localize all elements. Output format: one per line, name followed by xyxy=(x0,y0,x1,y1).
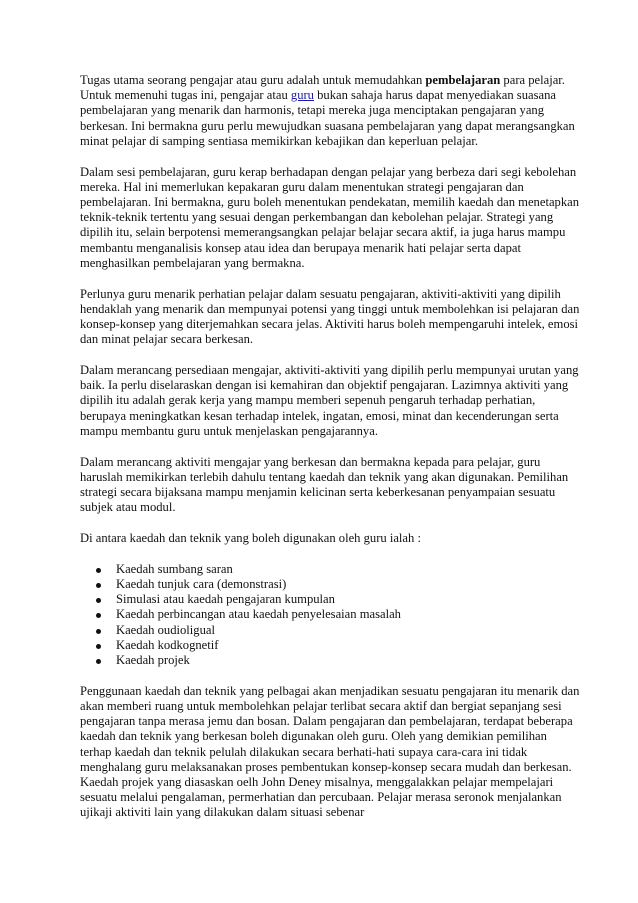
paragraph-1-text-c: bukan sahaja harus dapat menyediakan suasana pembelajaran yang menarik dan harmonis, tetapi mereka juga menciptakan pengajaran yang berkesan. Ini bermakna guru perlu mewujudkan suasana pembelajaran yang dapat merangsangkan minat pelajar di samping sentiasa memikirkan kebajikan dan keperluan pelajar. xyxy=(80,88,575,148)
list-item-label: Kaedah tunjuk cara (demonstrasi) xyxy=(116,577,287,592)
bullet-icon xyxy=(96,644,101,649)
bullet-icon xyxy=(96,568,101,573)
paragraph-1-text-b: para pelajar. Untuk memenuhi tugas ini, pengajar atau xyxy=(80,73,565,103)
paragraph-4: Dalam merancang persediaan mengajar, aktiviti-aktiviti yang dipilih perlu mempunyai urutan yang baik. Ia perlu diselaraskan dengan isi kemahiran dan objektif pengajaran. Lazimnya aktiviti yang dipilih itu adalah gerak kerja yang mampu memberi sepenuh pengaruh terhadap perhatian, berupaya meningkatkan kesan terhadap intelek, ingatan, emosi, minat dan kecenderungan serta mampu membantu guru untuk menjelaskan pengajarannya. xyxy=(80,363,579,438)
list-item-label: Kaedah kodkognetif xyxy=(116,637,219,652)
bold-term-pembelajaran: pembelajaran xyxy=(425,73,501,87)
bullet-icon xyxy=(96,598,101,603)
guru-link[interactable]: guru xyxy=(290,88,314,103)
bullet-icon xyxy=(96,659,101,664)
paragraph-2: Dalam sesi pembelajaran, guru kerap berhadapan dengan pelajar yang berbeza dari segi kebolehan mereka. Hal ini memerlukan kepakaran guru dalam menentukan strategi pengajaran dan pembelajaran. Ini bermakna, guru boleh menentukan pendekatan, memilih kaedah dan menetapkan teknik-teknik tertentu yang sesuai dengan perkembangan dan kebolehan pelajar. Strategi yang dipilih itu, selain berpotensi memerangsangkan pelajar belajar secara aktif, ia juga harus mampu membantu menganalisis konsep atau idea dan berupaya menarik hati pelajar serta dapat menghasilkan pembelajaran yang bermakna. xyxy=(80,164,580,270)
bullet-icon xyxy=(96,613,101,618)
list-item xyxy=(92,623,580,638)
list-item xyxy=(92,562,580,577)
paragraph-3: Perlunya guru menarik perhatian pelajar dalam sesuatu pengajaran, aktiviti-aktiviti yang dipilih hendaklah yang menarik dan mempunyai potensi yang tinggi untuk membolehkan isi pelajaran dan konsep-konsep yang diterjemahkan secara jelas. Aktiviti harus boleh mempengaruhi intelek, emosi dan minat pelajar secara berkesan. xyxy=(80,286,580,347)
paragraph-6: Di antara kaedah dan teknik yang boleh digunakan oleh guru ialah : xyxy=(80,531,421,546)
bullet-icon xyxy=(96,629,101,634)
list-item-label: Simulasi atau kaedah pengajaran kumpulan xyxy=(116,592,335,607)
list-item xyxy=(92,653,580,668)
paragraph-7: Penggunaan kaedah dan teknik yang pelbagai akan menjadikan sesuatu pengajaran itu menarik dan akan memberi ruang untuk membolehkan pelajar terlibat secara aktif dan bergiat sepanjang sesi pengajaran tanpa merasa jemu dan bosan. Dalam pengajaran dan pembelajaran, terdapat beberapa kaedah dan teknik yang berkesan boleh digunakan oleh guru. Oleh yang demikian pemilihan terhap kaedah dan teknik pelulah dilakukan secara berhati-hati supaya cara-cara ini tidak menghalang guru melaksanakan proses pembentukan konsep-konsep secara mudah dan berkesan. Kaedah projek yang diasaskan oelh John Deney misalnya, menggalakkan pelajar mempelajari sesuatu melalui pengalaman, permerhatian dan percubaan. Pelajar merasa seronok menjalankan ujikaji aktiviti lain yang dilakukan dalam situasi sebenar xyxy=(80,683,580,820)
paragraph-5: Dalam merancang aktiviti mengajar yang berkesan dan bermakna kepada para pelajar, guru haruslah memikirkan terlebih dahulu tentang kaedah dan teknik yang akan digunakan. Pemilihan strategi secara bijaksana mampu menjamin kelicinan serta keberkesanan penyampaian sesuatu subjek atau modul. xyxy=(80,454,569,515)
list-item-label: Kaedah oudioligual xyxy=(116,622,215,637)
list-item xyxy=(92,638,580,653)
list-item xyxy=(92,607,580,622)
list-item xyxy=(92,592,580,607)
list-item-label: Kaedah perbincangan atau kaedah penyelesaian masalah xyxy=(116,607,401,622)
methods-list xyxy=(80,562,580,668)
paragraph-1-text-a: Tugas utama seorang pengajar atau guru adalah untuk memudahkan xyxy=(80,73,426,87)
list-item-label: Kaedah projek xyxy=(116,653,190,668)
document-body xyxy=(80,73,580,836)
bullet-icon xyxy=(96,583,101,588)
paragraph-1 xyxy=(80,73,580,149)
list-item-label: Kaedah sumbang saran xyxy=(116,561,233,576)
list-item xyxy=(92,577,580,592)
